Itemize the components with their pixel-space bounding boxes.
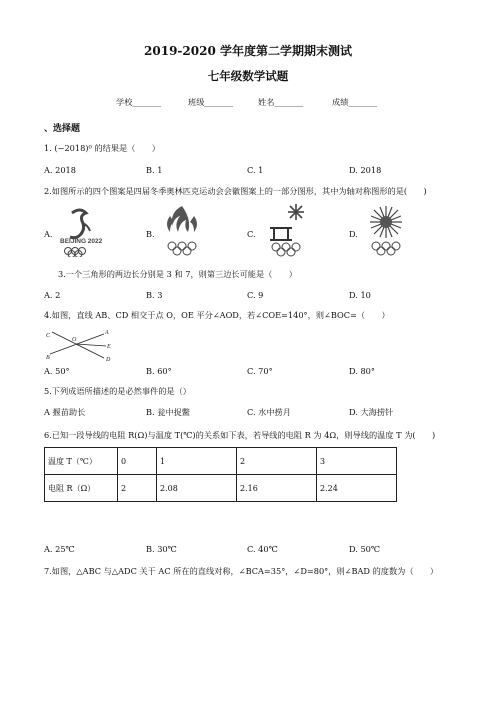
question-2-stem: 2.如图所示的四个图案是四届冬季奥林匹克运动会会徽图案上的一部分图形，其中为轴对称图形的是( ) [44,186,427,196]
flame-emblem-icon [160,202,204,258]
document-subtitle: 七年级数学试题 [207,69,289,83]
q6-option-d: D. 50℃ [349,544,381,554]
table-cell: 2 [118,475,157,502]
table-cell: 温度 T（℃） [45,448,118,475]
question-4-stem: 4.如图，直线 AB、CD 相交于点 O，OE 平分∠AOD，若∠COE=140°，则∠BOC=（ ） [44,310,390,320]
table-cell: 3 [316,448,396,475]
q2-option-d: D. [349,229,358,239]
question-3-stem: 3.一个三角形的两边长分别是 3 和 7，则第三边长可能是（ ） [58,269,297,279]
q4-option-b: B. 60° [146,366,172,376]
question-6-stem: 6.已知一段导线的电阻 R(Ω)与温度 T(℃)的关系如下表，若导线的电阻 R 为 4Ω，则导线的温度 T 为( ) [44,430,436,440]
beijing-text: BEIJING 2022 [60,238,103,245]
table-cell: 电阻 R（Ω） [45,475,118,502]
question-1-stem: 1. (−2018)⁰ 的结果是（ ） [44,143,160,153]
q2-option-c: C. [247,229,256,239]
table-row [45,475,397,502]
table-cell: 2.24 [316,475,396,502]
q4-option-d: D. 80° [349,366,375,376]
label-b: B [46,355,50,361]
q1-option-a: A. 2018 [44,165,76,175]
intersecting-lines-figure [44,326,116,362]
q6-option-b: B. 30℃ [146,544,177,554]
q3-option-d: D. 10 [349,290,371,300]
q5-option-d: D. 大海捞针 [349,407,394,417]
table-cell: 2 [236,448,316,475]
star-gate-emblem-icon [262,202,312,258]
table-row [45,448,397,475]
score-field: 成绩_______ [332,97,378,107]
q3-option-c: C. 9 [247,290,264,300]
table-cell: 0 [118,448,157,475]
class-field: 班级_______ [188,97,234,107]
school-field: 学校_______ [116,97,162,107]
beijing-2022-emblem-icon [58,205,120,257]
resistance-temperature-table [44,447,397,502]
q4-option-c: C. 70° [247,366,273,376]
q2-option-b: B. [146,229,155,239]
snowflake-emblem-icon [364,202,410,258]
label-o: O [72,337,77,343]
section-heading: 、选择题 [44,124,81,134]
q5-option-a: A 揠苗助长 [44,407,86,417]
question-7-stem: 7.如图，△ABC 与△ADC 关于 AC 所在的直线对称，∠BCA=35°，∠D=80°，则∠BAD 的度数为（ ） [44,566,439,576]
q5-option-b: B. 瓮中捉鳖 [146,407,190,417]
label-e: E [107,344,111,350]
q1-option-d: D. 2018 [349,165,382,175]
name-field: 姓名_______ [258,97,304,107]
q5-option-c: C. 水中捞月 [247,407,291,417]
question-5-stem: 5.下列成语所描述的是必然事件的是（） [44,386,191,396]
q1-option-b: B. 1 [146,165,163,175]
document-title: 2019-2020 学年度第二学期期末测试 [144,44,352,58]
q2-option-a: A. [44,229,53,239]
label-c: C [46,333,51,339]
label-d: D [106,357,111,362]
table-cell: 2.16 [236,475,316,502]
q6-option-c: C. 40℃ [247,544,278,554]
q3-option-a: A. 2 [44,290,61,300]
q4-option-a: A. 50° [44,366,70,376]
table-cell: 1 [156,448,236,475]
q3-option-b: B. 3 [146,290,163,300]
label-a: A [105,330,109,336]
table-cell: 2.08 [156,475,236,502]
q1-option-c: C. 1 [247,165,264,175]
q6-option-a: A. 25℃ [44,544,75,554]
